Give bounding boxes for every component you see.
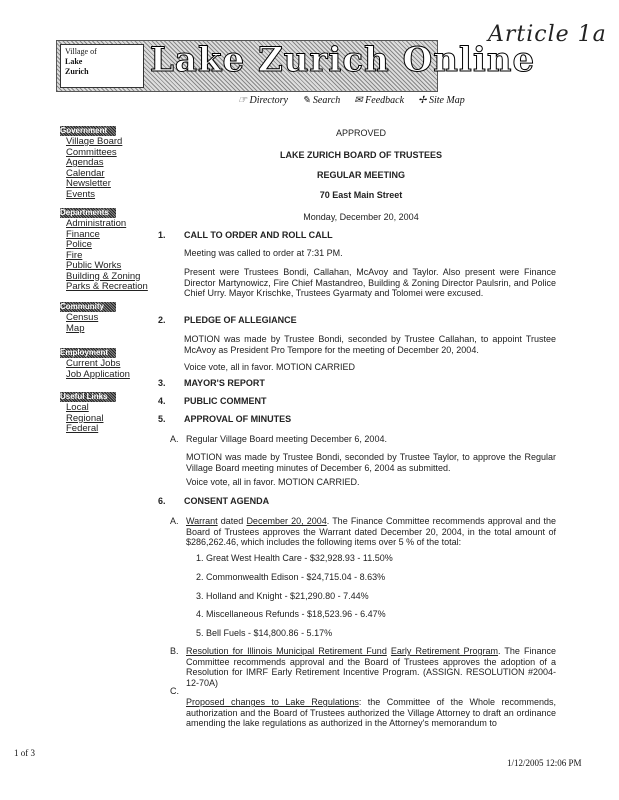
imrf-link[interactable]: Resolution for Illinois Municipal Retirement Fund [186, 646, 387, 656]
sidebar-item[interactable]: Federal [66, 423, 99, 434]
section-number: 6. [158, 496, 166, 506]
section-number: 5. [158, 414, 166, 424]
warrant-paragraph: Warrant dated December 20, 2004. The Finance Committee recommends approval and the Board of Trustees approves the Warrant dated December 20, 2004, in the total amount of $286,262.46, which includes the following items over 5 % of the total: [186, 516, 556, 547]
seal-line: Village of [65, 47, 97, 56]
sidebar-item[interactable]: Fire [66, 249, 83, 261]
warrant-item: 3. Holland and Knight - $21,290.80 - 7.44% [196, 591, 369, 601]
section-number: 3. [158, 378, 166, 388]
nav-search[interactable]: ✎ Search [301, 95, 341, 106]
directory-icon: ☞ [238, 95, 250, 106]
sidebar-item[interactable]: Village Board [66, 136, 123, 147]
section-heading: CONSENT AGENDA [184, 496, 270, 506]
top-nav [238, 95, 465, 106]
paragraph: MOTION was made by Trustee Bondi, seconded by Trustee Callahan, to appoint Trustee McAvoy as President Pro Tempore for the meeting of December 20, 2004. [184, 334, 556, 355]
warrant-item: 5. Bell Fuels - $14,800.86 - 5.17% [196, 628, 333, 638]
sidebar-item[interactable]: Parks & Recreation [66, 281, 148, 292]
subitem-label: B. [170, 646, 179, 656]
nav-site-map[interactable]: ✢ Site Map [418, 95, 465, 106]
section-number: 1. [158, 230, 166, 240]
sidebar-item[interactable]: Finance [66, 228, 100, 240]
site-map-icon: ✢ [418, 95, 429, 106]
site-logo[interactable]: Lake Zurich Online [150, 40, 536, 80]
board-title: LAKE ZURICH BOARD OF TRUSTEES [280, 150, 442, 160]
seal-line: Lake [65, 57, 83, 66]
search-icon: ✎ [301, 95, 313, 106]
meeting-address: 70 East Main Street [319, 190, 403, 200]
subitem-label: A. [170, 516, 179, 526]
sidebar-departments [60, 208, 148, 293]
sidebar-item[interactable]: Agendas [66, 157, 104, 168]
sidebar-item[interactable]: Newsletter [66, 178, 111, 189]
sidebar-item[interactable]: Job Application [66, 368, 130, 380]
lake-regulations-paragraph: Proposed changes to Lake Regulations: the Committee of the Whole recommends, authorization and the Board of Trustees authorized the Village Attorney to draft an ordinance amending the lake regulations as authorized in the Attorney's memorandum to [186, 697, 557, 728]
meeting-date: Monday, December 20, 2004 [303, 212, 419, 222]
paragraph: Meeting was called to order at 7:31 PM. [184, 248, 343, 258]
warrant-link[interactable]: Warrant [186, 516, 218, 526]
nav-feedback[interactable]: ✉ Feedback [354, 95, 405, 106]
sidebar-header: Departments [60, 208, 116, 218]
sidebar-item[interactable]: Administration [66, 218, 127, 229]
sidebar-item[interactable]: Public Works [66, 260, 122, 271]
approved-stamp: APPROVED [335, 128, 386, 138]
imrf-paragraph: Resolution for Illinois Municipal Retirement Fund Early Retirement Program. The Finance Committee recommends approval and the Board of Trustees approves the adoption of a Resolution for IMRF Early Retirement Incentive Program. (ASSIGN. RESOLUTION #2004-12-70A) [186, 646, 556, 688]
meeting-type: REGULAR MEETING [316, 170, 405, 180]
sidebar-header: Government [60, 126, 116, 136]
nav-directory[interactable]: ☞ Directory [238, 95, 288, 106]
sidebar-item[interactable]: Calendar [66, 167, 105, 179]
early-retirement-link[interactable]: Early Retirement Program [390, 646, 499, 656]
sidebar-item[interactable]: Events [66, 188, 96, 200]
sidebar-useful-links [60, 392, 116, 435]
sidebar-employment [60, 348, 130, 380]
sidebar-item[interactable]: Map [66, 322, 85, 334]
sidebar-item[interactable]: Building & Zoning [66, 270, 141, 282]
paragraph: Voice vote, all in favor. MOTION CARRIED. [186, 477, 360, 487]
paragraph: Present were Trustees Bondi, Callahan, McAvoy and Taylor. Also present were Finance Director Martynowicz, Fire Chief Mastandreo, Building & Zoning Director Paulsrin, and Police Chief Urry. Mayor Krischke, Trustees Gyarmaty and Tolomei were excused. [184, 267, 556, 298]
sidebar-item[interactable]: Local [66, 402, 89, 413]
section-heading: CALL TO ORDER AND ROLL CALL [184, 230, 333, 240]
sidebar-header: Useful Links [60, 392, 116, 402]
handwritten-note: Article 1a [488, 22, 607, 47]
subitem-label: A. [170, 434, 179, 444]
section-number: 4. [158, 396, 166, 406]
section-heading: PLEDGE OF ALLEGIANCE [184, 315, 297, 325]
seal-line: Zurich [65, 67, 89, 76]
feedback-icon: ✉ [354, 95, 366, 106]
print-timestamp: 1/12/2005 12:06 PM [507, 758, 582, 768]
warrant-item: 2. Commonwealth Edison - $24,715.04 - 8.63% [196, 572, 386, 582]
warrant-date-link[interactable]: December 20, 2004 [246, 516, 327, 526]
sidebar-item[interactable]: Current Jobs [66, 358, 121, 369]
warrant-item: 1. Great West Health Care - $32,928.93 - 11.50% [196, 553, 393, 563]
lake-regulations-link[interactable]: Proposed changes to Lake Regulations [186, 697, 359, 707]
paragraph: Voice vote, all in favor. MOTION CARRIED [184, 362, 356, 372]
section-heading: PUBLIC COMMENT [184, 396, 267, 406]
section-heading: APPROVAL OF MINUTES [184, 414, 292, 424]
sidebar-item[interactable]: Census [66, 312, 99, 323]
sidebar-item[interactable]: Regional [66, 412, 104, 424]
warrant-item: 4. Miscellaneous Refunds - $18,523.96 - 6.47% [196, 609, 386, 619]
paragraph: MOTION was made by Trustee Bondi, seconded by Trustee Taylor, to approve the Regular Village Board meeting minutes of December 6, 2004 as submitted. [186, 452, 556, 473]
subitem-label: C. [170, 686, 179, 696]
subitem-text: Regular Village Board meeting December 6, 2004. [186, 434, 387, 444]
sidebar-header: Employment [60, 348, 116, 358]
sidebar-header: Community [60, 302, 116, 312]
sidebar-government [60, 126, 122, 200]
page-number: 1 of 3 [14, 748, 35, 758]
sidebar-item[interactable]: Police [66, 239, 92, 250]
section-number: 2. [158, 315, 166, 325]
sidebar-community [60, 302, 116, 334]
section-heading: MAYOR'S REPORT [184, 378, 265, 388]
village-seal [60, 44, 144, 88]
sidebar-item[interactable]: Committees [66, 146, 117, 158]
